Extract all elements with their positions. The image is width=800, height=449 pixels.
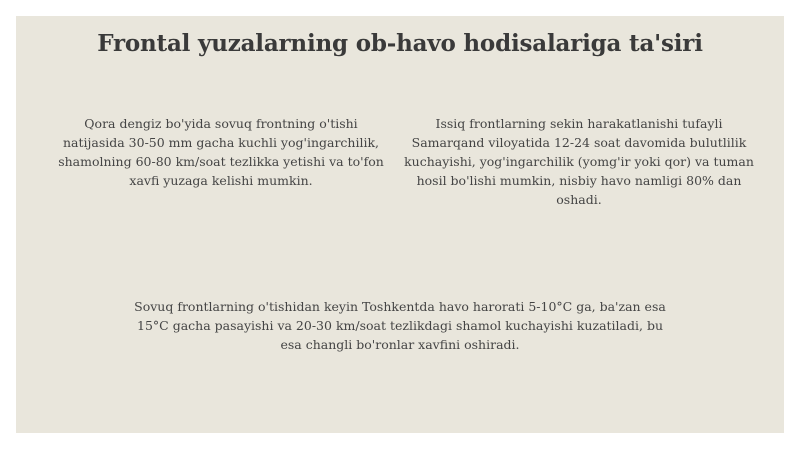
slide: [16, 16, 784, 433]
slide-title: Frontal yuzalarning ob-havo hodisalariga ta'siri: [97, 30, 703, 57]
paragraph-warm-front-samarkand: Issiq frontlarning sekin harakatlanishi tufayli Samarqand viloyatida 12-24 soat davomida bulutlilik kuchayishi, yog'ingarchilik (yomg'ir yoki qor) va tuman hosil bo'lishi mumkin, nisbiy havo namligi 80% dan oshadi.: [404, 116, 754, 207]
paragraph-cold-front-black-sea: Qora dengiz bo'yida sovuq frontning o'tishi natijasida 30-50 mm gacha kuchli yog'ingarchilik, shamolning 60-80 km/soat tezlikka yetishi va to'fon xavfi yuzaga kelishi mumkin.: [58, 116, 384, 188]
paragraph-cold-front-tashkent: Sovuq frontlarning o'tishidan keyin Toshkentda havo harorati 5-10°C ga, ba'zan esa 15°C gacha pasayishi va 20-30 km/soat tezlikdagi shamol kuchayishi kuzatiladi, bu esa changli bo'ronlar xavfini oshiradi.: [134, 299, 666, 352]
